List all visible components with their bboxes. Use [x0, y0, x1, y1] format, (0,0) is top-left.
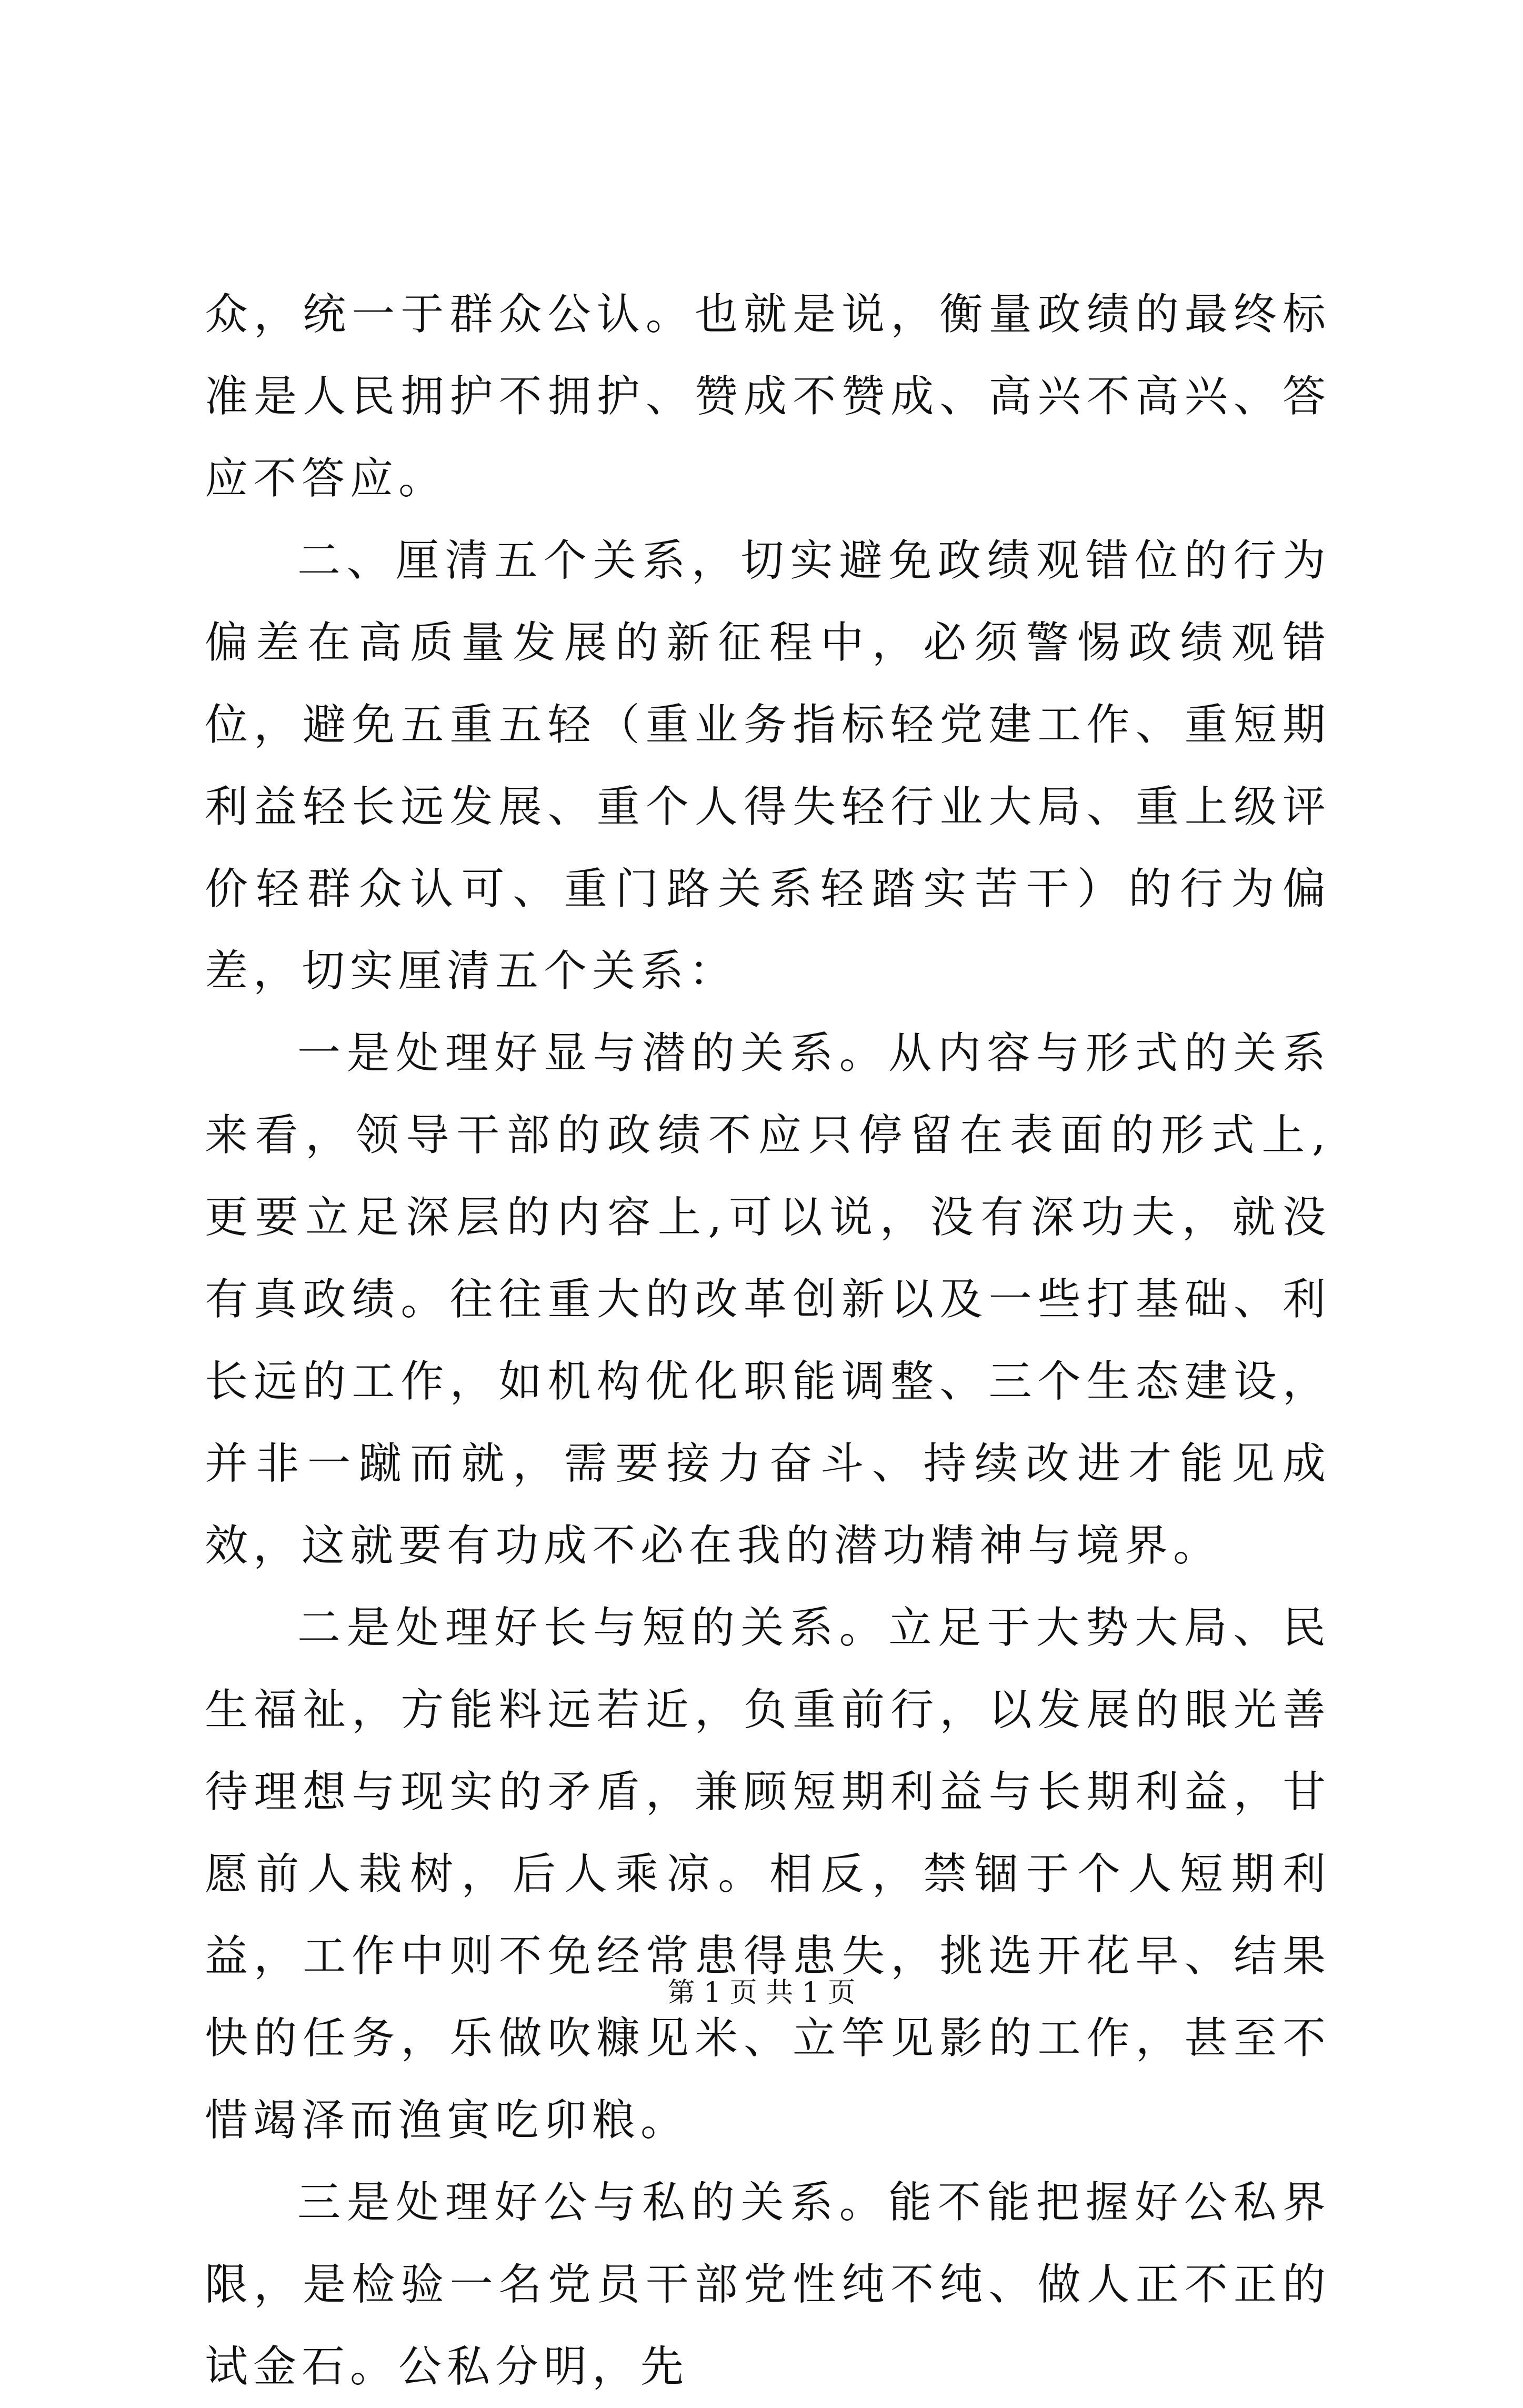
paragraph-continuation: 众，统一于群众公认。也就是说，衡量政绩的最终标准是人民拥护不拥护、赞成不赞成、高兴不高兴、答应不答应。 [205, 289, 1331, 504]
paragraph-section-two: 二、厘清五个关系，切实避免政绩观错位的行为偏差在高质量发展的新征程中，必须警惕政绩观错位，避免五重五轻（重业务指标轻党建工作、重短期利益轻长远发展、重个人得失轻行业大局、重上级评价轻群众认可、重门路关系轻踏实苦干）的行为偏差，切实厘清五个关系： [205, 536, 1331, 996]
page-footer: 第 1 页 共 1 页 [667, 1977, 856, 2009]
paragraph-point-one: 一是处理好显与潜的关系。从内容与形式的关系来看，领导干部的政绩不应只停留在表面的形式上,更要立足深层的内容上,可以说，没有深功夫，就没有真政绩。往往重大的改革创新以及一些打基础、利长远的工作，如机构优化职能调整、三个生态建设，并非一蹴而就，需要接力奋斗、持续改进才能见成效，这就要有功成不必在我的潜功精神与境界。 [205, 1028, 1331, 1571]
paragraph-point-two: 二是处理好长与短的关系。立足于大势大局、民生福祉，方能料远若近，负重前行，以发展的眼光善待理想与现实的矛盾，兼顾短期利益与长期利益，甘愿前人栽树，后人乘凉。相反，禁锢于个人短期利益，工作中则不免经常患得患失，挑选开花早、结果快的任务，乐做吹糠见米、立竿见影的工作，甚至不惜竭泽而渔寅吃卯粮。 [205, 1603, 1331, 2145]
paragraph-point-three: 三是处理好公与私的关系。能不能把握好公私界限，是检验一名党员干部党性纯不纯、做人正不正的试金石。公私分明，先 [205, 2178, 1331, 2392]
document-body [205, 274, 1331, 2408]
